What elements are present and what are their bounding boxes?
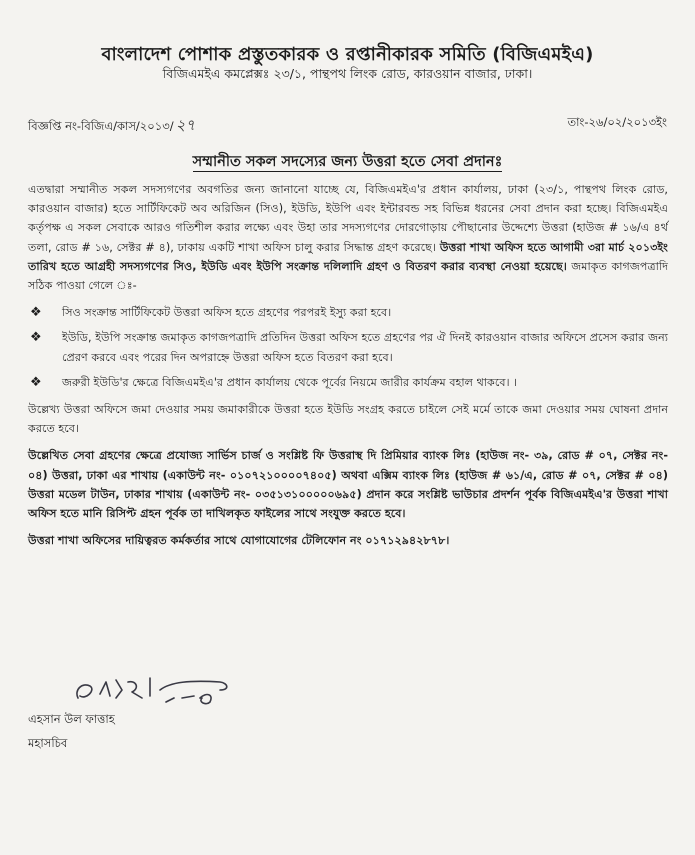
bullet-icon: ❖ <box>30 374 42 390</box>
list-item-text: জরুরী ইউডি'র ক্ষেত্রে বিজিএমইএ'র প্রধান কার্যালয় থেকে পূর্বের নিয়মে জারীর কার্যক্রম বহাল থাকবে। । <box>62 375 518 389</box>
contact-paragraph: উত্তরা শাখা অফিসের দায়িত্বরত কর্মকর্তার সাথে যোগাযোগের টেলিফোন নং ০১৭১২৯৪২৮৭৮। <box>28 534 450 548</box>
bullet-icon: ❖ <box>30 305 42 321</box>
subject-text: সম্মানীত সকল সদস্যের জন্য উত্তরা হতে সেবা প্রদানঃ <box>192 154 503 170</box>
signatory-title: মহাসচিব <box>28 736 68 750</box>
bullet-icon: ❖ <box>30 330 42 346</box>
list-item <box>28 303 668 322</box>
intro-text: এতদ্বারা সম্মানীত সকল সদস্যগণের অবগতির জন্য জানানো যাচ্ছে যে, বিজিএমইএ'র প্রধান কার্যালয়, ঢাকা (২৩/১, পান্থপথ লিংক রোড, কারওয়ান বাজার) হতে সার্টিফিকেট অব অরিজিন (সিও), ইউডি, ইউপি এবং ইন্টারবন্ড সহ বিভিন্ন ধরনের সেবা প্রদান করা হচ্ছে। বিজিএমইএ কর্তৃপক্ষ এ সকল সেবাকে আরও গতিশীল করার লক্ষ্যে এবং উহা তার সদস্যগণের দোরগোড়ায় পৌছানোর উদ্দেশ্যে উত্তরা (হাউজ # ১৬/এ ৪র্থ তলা, রোড # ১৬, সেক্টর # ৪), ঢাকায় একটি শাখা অফিস চালু করার সিদ্ধান্ত গ্রহণ করেছে। <box>28 183 668 254</box>
intro-closing-text: জমাকৃত কাগজপত্রাদি সঠিক পাওয়া গেলে ঃ- <box>28 259 668 293</box>
reference-prefix: বিজ্ঞপ্তি নং-বিজিএ/কাস/২০১৩/ <box>28 119 174 133</box>
organization-address: বিজিএমইএ কমপ্লেক্সঃ ২৩/১, পান্থপথ লিংক রোড, কারওয়ান বাজার, ঢাকা। <box>162 66 533 81</box>
organization-name: বাংলাদেশ পোশাক প্রস্তুতকারক ও রপ্তানীকারক সমিতি (বিজিএমইএ) <box>101 44 594 65</box>
notice-body <box>28 180 668 558</box>
notice-date: তাং-২৬/০২/২০১৩ইং <box>567 115 667 129</box>
signature-scribble-icon <box>70 668 260 714</box>
signatory-name: এহসান উল ফাত্তাহ <box>28 712 115 726</box>
handwritten-signature <box>70 668 260 714</box>
list-item <box>28 328 668 366</box>
list-item <box>28 373 668 392</box>
intro-bold-text: উত্তরা শাখা অফিস হতে আগামী ৩রা মার্চ ২০১৩ইং তারিখ হতে আগ্রহী সদস্যগণের সিও, ইউডি এবং ইউপি সংক্রান্ত দলিলাদি গ্রহণ ও বিতরণ করার ব্যবস্থা নেওয়া হয়েছে। <box>28 240 668 273</box>
intro-paragraph <box>28 180 668 295</box>
list-item-text: সিও সংক্রান্ত সার্টিফিকেট উত্তরা অফিস হতে গ্রহণের পরপরই ইস্যু করা হবে। <box>62 306 392 320</box>
notice-subject <box>0 151 695 175</box>
reference-number <box>28 114 195 139</box>
payment-paragraph: উল্লেখিত সেবা গ্রহণের ক্ষেত্রে প্রযোজ্য সার্ভিস চার্জ ও সংশ্লিষ্ট ফি উত্তরাস্থ দি প্রিমিয়ার ব্যাংক লিঃ (হাউজ নং- ৩৯, রোড # ০৭, সেক্টর নং- ০৪) উত্তরা, ঢাকা এর শাখায় (একাউন্ট নং- ০১০৭২১০০০০৭৪০৫) অথবা এক্সিম ব্যাংক লিঃ (হাউজ # ৬১/এ, রোড # ০৭, সেক্টর # ০৪) উত্তরা মডেল টাউন, ঢাকার শাখায় (একাউন্ট নং- ০৩৫১৩১০০০০০৬৯৫) প্রদান করে সংশ্লিষ্ট ভাউচার প্রদর্শন পূর্বক বিজিএমইএ'র উত্তরা শাখা অফিস হতে মানি রিসিপ্ট গ্রহন পূর্বক তা দাখিলকৃত ফাইলের সাথে সংযুক্ত করতে হবে। <box>28 449 668 521</box>
list-item-text: ইউডি, ইউপি সংক্রান্ত জমাকৃত কাগজপত্রাদি প্রতিদিন উত্তরা অফিস হতে গ্রহণের পর ঐ দিনই কারওয়ান বাজার অফিসে প্রসেস করার জন্য প্রেরণ করবে এবং পরের দিন অপরাহ্নে উত্তরা অফিস হতে বিতরণ করা হবে। <box>62 331 668 364</box>
note-paragraph: উল্লেখ্য উত্তরা অফিসে জমা দেওয়ার সময় জমাকারীকে উত্তরা হতে ইউডি সংগ্রহ করতে চাইলে সেই মর্মে তাকে জমা দেওয়ার সময় ঘোষনা প্রদান করতে হবে। <box>28 403 668 436</box>
reference-handwritten-number: ২৭ <box>175 116 196 134</box>
service-list <box>28 303 668 392</box>
